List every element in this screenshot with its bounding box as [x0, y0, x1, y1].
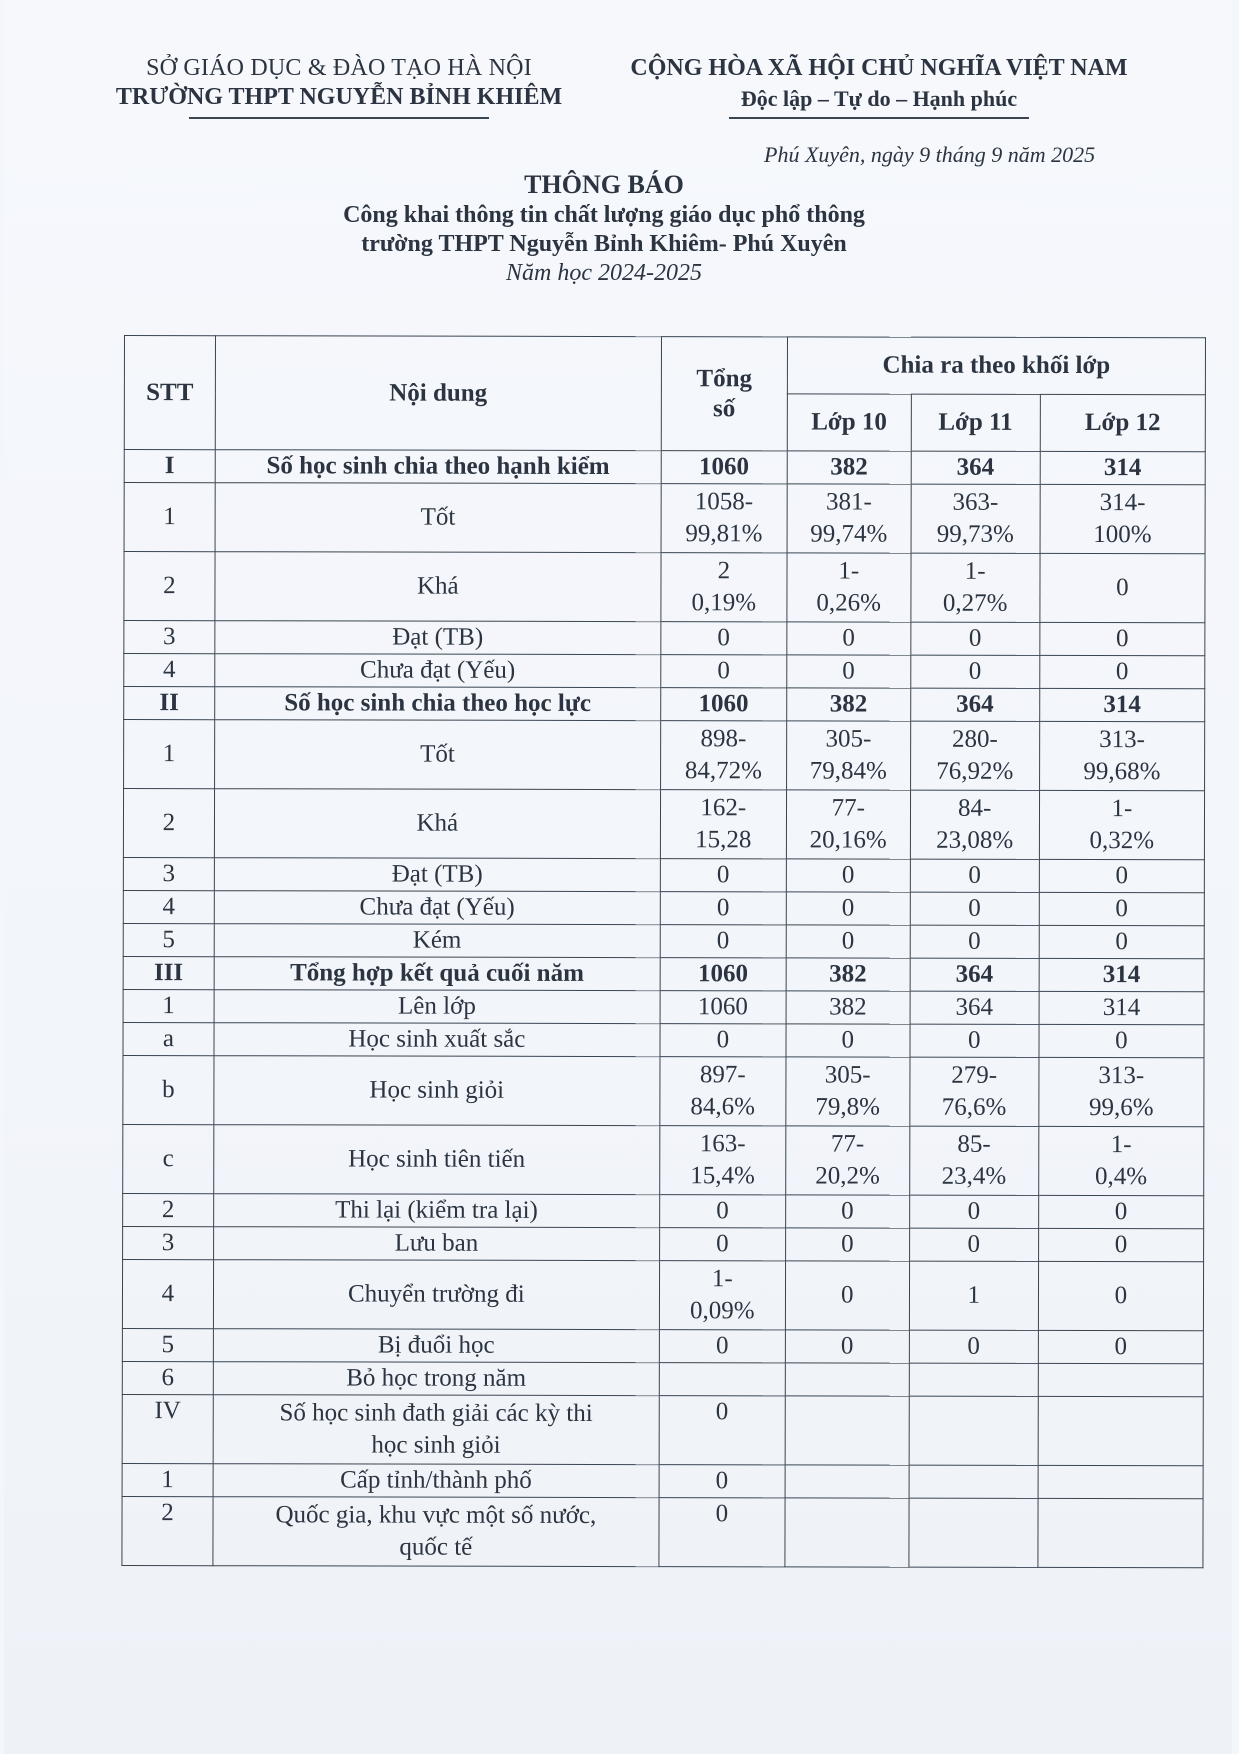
cell-g10: 0	[786, 1024, 910, 1057]
cell-stt: IV	[122, 1394, 213, 1463]
cell-g11: 84- 23,08%	[910, 790, 1039, 859]
document-subtitle-2: trường THPT Nguyễn Bỉnh Khiêm- Phú Xuyên	[361, 231, 847, 257]
cell-g12: 0	[1039, 859, 1204, 892]
cell-g12	[1038, 1396, 1203, 1465]
cell-total: 1058- 99,81%	[661, 484, 787, 553]
table-row	[123, 1055, 1204, 1126]
cell-stt: 2	[122, 1496, 213, 1565]
cell-g12: 0	[1039, 925, 1204, 958]
cell-g11: 0	[910, 859, 1039, 892]
cell-g10: 0	[786, 925, 910, 958]
header-group: Chia ra theo khối lớp	[787, 337, 1205, 395]
cell-total: 1- 0,09%	[659, 1261, 785, 1330]
header-content: Nội dung	[215, 336, 661, 451]
header-total-label: Tổng số	[696, 364, 753, 422]
cell-g12: 0	[1038, 1330, 1203, 1363]
table-row	[124, 720, 1205, 791]
cell-g10: 382	[787, 688, 911, 721]
school-name: TRƯỜNG THPT NGUYỄN BỈNH KHIÊM	[115, 84, 563, 110]
table-row	[124, 483, 1205, 554]
cell-stt: 3	[123, 1226, 214, 1259]
table-row	[122, 1361, 1203, 1396]
cell-g12: 0	[1039, 1024, 1204, 1057]
document-subtitle-1: Công khai thông tin chất lượng giáo dục phổ thông	[343, 202, 865, 228]
cell-total: 0	[659, 1396, 785, 1465]
cell-total: 1060	[660, 958, 786, 991]
cell-g11: 364	[910, 688, 1039, 721]
cell-g10: 0	[785, 1195, 909, 1228]
cell-total: 0	[659, 1498, 785, 1567]
table-row	[122, 1328, 1203, 1363]
table-row	[123, 1193, 1204, 1228]
cell-g11: 0	[910, 655, 1039, 688]
cell-content: Bị đuổi học	[213, 1329, 659, 1363]
cell-g10: 0	[785, 1261, 909, 1330]
cell-g10: 0	[787, 655, 911, 688]
cell-g10: 305- 79,8%	[786, 1057, 910, 1126]
cell-content: Tổng hợp kết quả cuối năm	[214, 957, 660, 991]
table-row	[123, 789, 1204, 860]
cell-content: Tốt	[215, 483, 661, 553]
cell-total: 898- 84,72%	[660, 721, 786, 790]
motto-underline	[729, 117, 1029, 119]
cell-g12: 0	[1040, 655, 1205, 688]
cell-g12: 0	[1040, 553, 1205, 622]
cell-g11: 0	[909, 1195, 1038, 1228]
cell-g11	[909, 1465, 1038, 1498]
cell-stt: 5	[123, 923, 214, 956]
date-line: Phú Xuyên, ngày 9 tháng 9 năm 2025	[764, 142, 1096, 167]
cell-total: 0	[659, 1465, 785, 1498]
header-grade-12: Lớp 12	[1040, 394, 1205, 451]
national-motto: Độc lập – Tự do – Hạnh phúc	[740, 86, 1018, 111]
cell-stt: I	[124, 450, 215, 483]
cell-g11: 0	[910, 1024, 1039, 1057]
cell-g10: 77- 20,2%	[786, 1126, 910, 1195]
department-name: SỞ GIÁO DỤC & ĐÀO TẠO HÀ NỘI	[146, 55, 532, 81]
section-row	[124, 450, 1205, 485]
table-row	[123, 857, 1204, 892]
cell-g10: 0	[787, 622, 911, 655]
cell-g10: 382	[786, 958, 910, 991]
cell-content: Khá	[215, 552, 661, 622]
cell-g11: 279- 76,6%	[910, 1057, 1039, 1126]
cell-g10	[785, 1396, 909, 1465]
cell-total: 2 0,19%	[661, 553, 787, 622]
table-body	[122, 450, 1205, 1568]
cell-content: Số học sinh đath giải các kỳ thi học sinh giỏi	[213, 1395, 659, 1465]
cell-total: 0	[659, 1195, 785, 1228]
cell-stt: a	[123, 1022, 214, 1055]
section-row	[123, 956, 1204, 991]
cell-g10: 382	[787, 451, 911, 484]
cell-stt: 2	[123, 1193, 214, 1226]
cell-content: Chưa đạt (Yếu)	[214, 891, 660, 925]
cell-g11	[909, 1363, 1038, 1396]
cell-content: Tốt	[214, 720, 660, 790]
cell-g11: 364	[910, 958, 1039, 991]
cell-g10: 0	[786, 892, 910, 925]
header-stt: STT	[124, 336, 215, 450]
table-row	[123, 923, 1204, 958]
cell-g12: 0	[1038, 1228, 1203, 1261]
cell-g11: 0	[910, 925, 1039, 958]
cell-g12: 314	[1039, 688, 1204, 721]
cell-total: 1060	[660, 991, 786, 1024]
cell-g12: 313- 99,68%	[1039, 721, 1204, 790]
header-grade-11: Lớp 11	[911, 394, 1040, 451]
cell-content: Chuyển trường đi	[213, 1260, 659, 1330]
cell-content: Số học sinh chia theo học lực	[215, 687, 661, 721]
cell-stt: 5	[122, 1328, 213, 1361]
cell-g12: 0	[1040, 622, 1205, 655]
cell-total: 897- 84,6%	[660, 1057, 786, 1126]
table-row	[122, 1463, 1203, 1498]
cell-content: Đạt (TB)	[214, 858, 660, 892]
cell-stt: b	[123, 1055, 214, 1124]
cell-stt: 4	[122, 1259, 213, 1328]
cell-stt: 4	[124, 654, 215, 687]
table-row	[124, 552, 1205, 623]
cell-g12: 313- 99,6%	[1039, 1057, 1204, 1126]
cell-content: Kém	[214, 924, 660, 958]
cell-total: 1060	[661, 688, 787, 721]
cell-g12	[1038, 1465, 1203, 1498]
cell-g12	[1038, 1363, 1203, 1396]
cell-stt: 4	[123, 890, 214, 923]
cell-total	[659, 1363, 785, 1396]
cell-total: 0	[660, 859, 786, 892]
table-row	[123, 1022, 1204, 1057]
quality-table	[121, 335, 1206, 1568]
cell-g11: 363- 99,73%	[911, 484, 1040, 553]
cell-content: Khá	[214, 789, 660, 859]
cell-total: 1060	[661, 451, 787, 484]
cell-stt: 1	[124, 720, 215, 789]
cell-g11: 364	[911, 451, 1040, 484]
cell-stt: 6	[122, 1361, 213, 1394]
cell-stt: III	[123, 956, 214, 989]
cell-g11	[909, 1396, 1038, 1465]
cell-content: Học sinh giỏi	[214, 1056, 660, 1126]
cell-total: 163- 15,4%	[660, 1126, 786, 1195]
cell-g12	[1038, 1498, 1203, 1567]
cell-g11: 1	[909, 1261, 1038, 1330]
header-underline	[189, 117, 489, 119]
issuer-header	[99, 55, 579, 119]
cell-total: 0	[660, 925, 786, 958]
cell-stt: 2	[124, 552, 215, 621]
cell-g11	[909, 1498, 1038, 1567]
document-title: THÔNG BÁO	[524, 170, 684, 199]
cell-g10	[785, 1498, 909, 1567]
cell-stt: II	[124, 687, 215, 720]
cell-total: 0	[661, 655, 787, 688]
cell-content: Học sinh tiên tiến	[214, 1125, 660, 1195]
cell-content: Chưa đạt (Yếu)	[215, 654, 661, 688]
cell-stt: 1	[124, 483, 215, 552]
section-row	[124, 687, 1205, 722]
cell-g10: 0	[786, 859, 910, 892]
cell-g12: 0	[1039, 892, 1204, 925]
cell-g10: 0	[785, 1330, 909, 1363]
cell-g12: 314	[1039, 958, 1204, 991]
cell-g10	[785, 1465, 909, 1498]
cell-total: 0	[661, 622, 787, 655]
cell-total: 162- 15,28	[660, 790, 786, 859]
cell-g11: 0	[911, 622, 1040, 655]
cell-stt: 3	[123, 857, 214, 890]
cell-g12: 1- 0,4%	[1038, 1126, 1203, 1195]
cell-g12: 1- 0,32%	[1039, 790, 1204, 859]
cell-g10: 0	[785, 1228, 909, 1261]
cell-g11: 0	[909, 1228, 1038, 1261]
cell-content: Lên lớp	[214, 990, 660, 1024]
cell-total: 0	[659, 1330, 785, 1363]
cell-g12: 314	[1039, 991, 1204, 1024]
table-row	[122, 1496, 1203, 1567]
cell-content: Quốc gia, khu vực một số nước, quốc tế	[213, 1497, 659, 1567]
cell-g11: 1- 0,27%	[911, 553, 1040, 622]
document-page	[4, 0, 1232, 1754]
cell-stt: 1	[123, 989, 214, 1022]
national-title: CỘNG HÒA XÃ HỘI CHỦ NGHĨA VIỆT NAM	[630, 55, 1128, 81]
cell-stt: c	[123, 1124, 214, 1193]
cell-total: 0	[660, 892, 786, 925]
header-total	[661, 337, 787, 451]
cell-g10: 77- 20,16%	[786, 790, 910, 859]
table-row	[123, 1226, 1204, 1261]
cell-g11: 0	[909, 1330, 1038, 1363]
cell-content: Đạt (TB)	[215, 621, 661, 655]
cell-g11: 85- 23,4%	[909, 1126, 1038, 1195]
cell-stt: 2	[123, 789, 214, 858]
title-block	[254, 170, 954, 287]
cell-g12: 0	[1038, 1261, 1203, 1330]
cell-g12: 0	[1038, 1195, 1203, 1228]
cell-content: Cấp tỉnh/thành phố	[213, 1464, 659, 1498]
cell-content: Lưu ban	[213, 1227, 659, 1261]
cell-content: Thi lại (kiểm tra lại)	[213, 1194, 659, 1228]
cell-g12: 314- 100%	[1040, 484, 1205, 553]
cell-g11: 280- 76,92%	[910, 721, 1039, 790]
table-row	[122, 1259, 1203, 1330]
cell-content: Học sinh xuất sắc	[214, 1023, 660, 1057]
cell-stt: 3	[124, 621, 215, 654]
table-row	[124, 621, 1205, 656]
table-row	[123, 1124, 1204, 1195]
cell-g11: 0	[910, 892, 1039, 925]
cell-g10: 382	[786, 991, 910, 1024]
cell-content: Bỏ học trong năm	[213, 1362, 659, 1396]
cell-g10	[785, 1363, 909, 1396]
table-row	[124, 654, 1205, 689]
table-row	[123, 989, 1204, 1024]
cell-g10: 381- 99,74%	[787, 484, 911, 553]
header-grade-10: Lớp 10	[787, 394, 911, 451]
cell-g10: 305- 79,84%	[786, 721, 910, 790]
school-year: Năm học 2024-2025	[506, 260, 702, 286]
table-row	[123, 890, 1204, 925]
cell-stt: 1	[122, 1463, 213, 1496]
cell-total: 0	[659, 1228, 785, 1261]
cell-content: Số học sinh chia theo hạnh kiểm	[215, 450, 661, 484]
cell-total: 0	[660, 1024, 786, 1057]
table-row	[122, 1394, 1203, 1465]
national-header	[594, 55, 1164, 119]
cell-g12: 314	[1040, 451, 1205, 484]
cell-g10: 1- 0,26%	[787, 553, 911, 622]
cell-g11: 364	[910, 991, 1039, 1024]
